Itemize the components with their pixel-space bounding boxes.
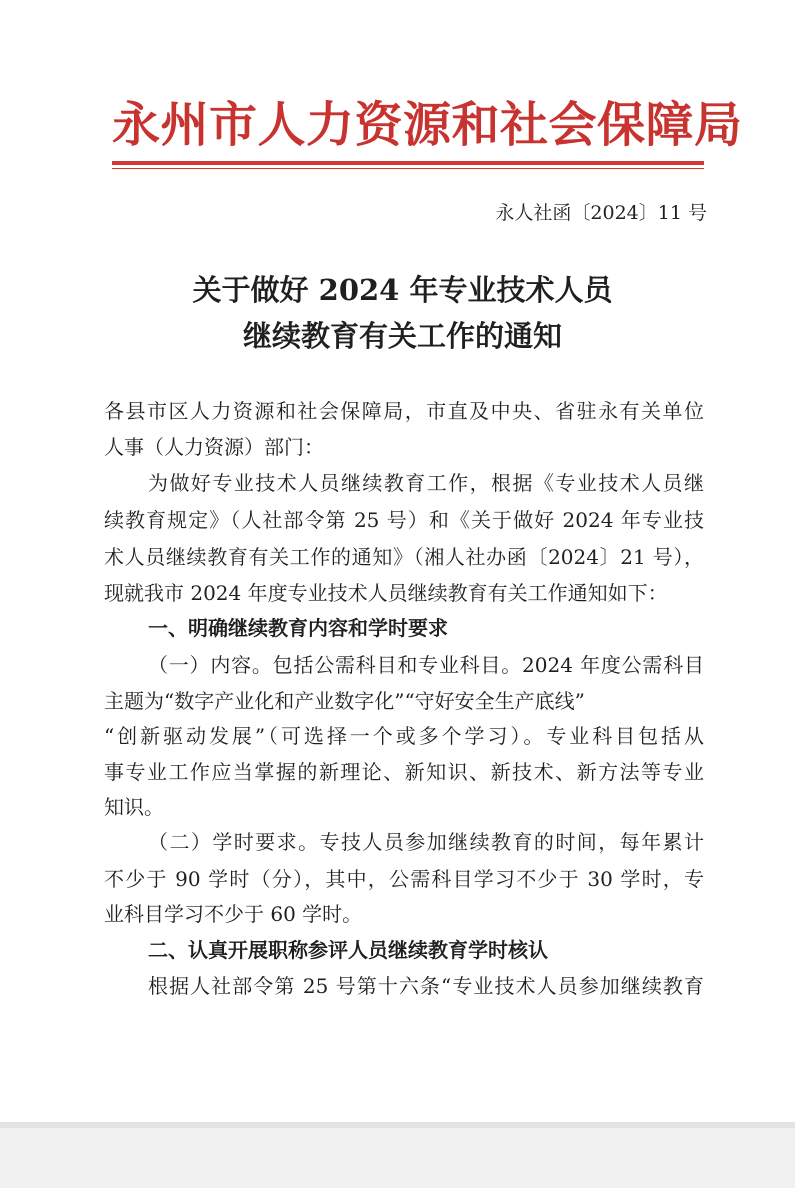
section-1-item-2-line-3: 业科目学习不少于 60 学时。 <box>104 902 363 926</box>
red-header-rule <box>112 161 704 165</box>
issuing-organization-header: 永州市人力资源和社会保障局 <box>112 97 743 153</box>
section-2-paragraph-start: 根据人社部令第 25 号第十六条“专业技术人员参加继续教育 <box>148 974 704 998</box>
section-2-heading: 二、认真开展职称参评人员继续教育学时核认 <box>148 938 548 962</box>
section-1-item-2-line-2: 不少于 90 学时（分），其中，公需科目学习不少于 30 学时，专 <box>104 867 704 891</box>
intro-line-1: 为做好专业技术人员继续教育工作，根据《专业技术人员继 <box>148 471 704 495</box>
section-1-item-1-line-4: 事专业工作应当掌握的新理论、新知识、新技术、新方法等专业 <box>104 760 704 784</box>
section-1-item-2-line-1: （二）学时要求。专技人员参加继续教育的时间，每年累计 <box>148 830 704 854</box>
page-separator <box>0 1122 795 1188</box>
document-title-line-2: 继续教育有关工作的通知 <box>242 319 562 353</box>
document-number: 永人社函〔2024〕11 号 <box>495 202 707 224</box>
section-1-heading: 一、明确继续教育内容和学时要求 <box>148 616 448 640</box>
intro-line-4: 现就我市 2024 年度专业技术人员继续教育有关工作通知如下： <box>104 581 668 605</box>
addressee-line-2: 人事（人力资源）部门： <box>104 435 324 459</box>
addressee-line-1: 各县市区人力资源和社会保障局，市直及中央、省驻永有关单位 <box>104 399 704 423</box>
section-1-item-1-line-3: “创新驱动发展”（可选择一个或多个学习）。专业科目包括从 <box>104 724 704 748</box>
intro-line-2: 续教育规定》（人社部令第 25 号）和《关于做好 2024 年专业技 <box>104 508 704 532</box>
document-title-line-1: 关于做好 2024 年专业技术人员 <box>192 273 613 307</box>
red-header-rule-thin <box>112 168 704 169</box>
section-1-item-1-line-5: 知识。 <box>104 795 164 819</box>
section-1-item-1-line-2: 主题为“数字产业化和产业数字化”“守好安全生产底线” <box>104 689 585 713</box>
intro-line-3: 术人员继续教育有关工作的通知》（湘人社办函〔2024〕21 号）， <box>104 545 704 569</box>
section-1-item-1-line-1: （一）内容。包括公需科目和专业科目。2024 年度公需科目 <box>148 653 704 677</box>
